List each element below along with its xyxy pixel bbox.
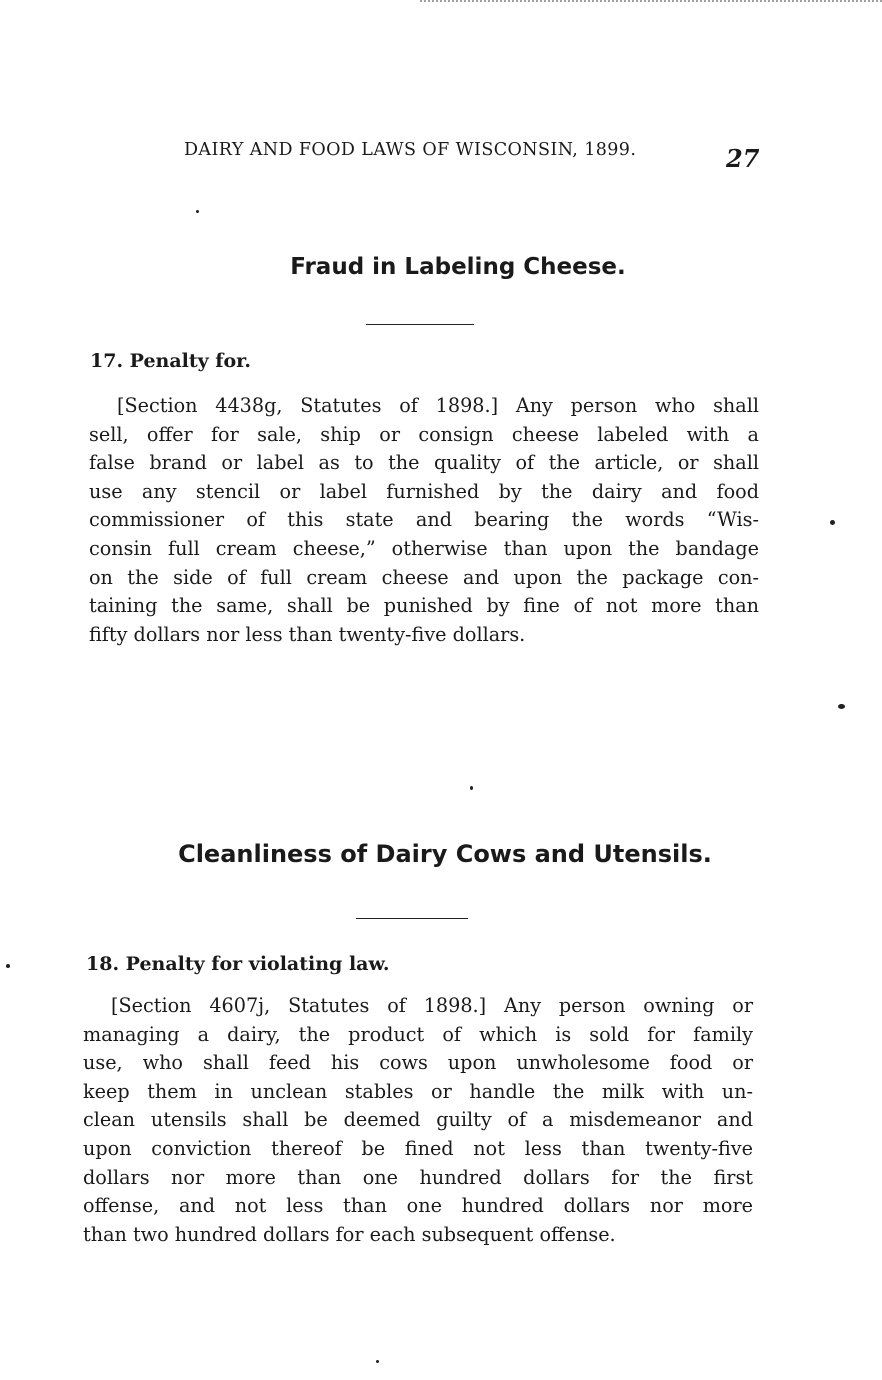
scan-speck	[6, 964, 10, 968]
paragraph-line: taining the same, shall be punished by fine of not more than	[89, 594, 759, 618]
section-heading-penalty-violating: 18. Penalty for violating law.	[86, 953, 390, 975]
section-divider	[356, 918, 468, 919]
section-body-paragraph	[89, 392, 759, 649]
paragraph-line: use any stencil or label furnished by the dairy and food	[89, 479, 759, 503]
section-title-fraud-labeling: Fraud in Labeling Cheese.	[290, 254, 626, 280]
paragraph-line: use, who shall feed his cows upon unwholesome food or	[83, 1051, 753, 1075]
page-number: 27	[726, 144, 760, 173]
section-body-paragraph	[83, 992, 753, 1249]
paragraph-line: clean utensils shall be deemed guilty of a misdemeanor and	[83, 1108, 753, 1132]
paragraph-line: [Section 4607j, Statutes of 1898.] Any person owning or	[111, 994, 753, 1017]
paragraph-line: managing a dairy, the product of which is sold for family	[83, 1022, 753, 1046]
scan-speck	[830, 520, 835, 525]
paragraph-line: [Section 4438g, Statutes of 1898.] Any person who shall	[117, 394, 759, 417]
paragraph-line: offense, and not less than one hundred dollars nor more	[83, 1194, 753, 1218]
paragraph-line: fifty dollars nor less than twenty-five dollars.	[89, 622, 526, 646]
paragraph-line: commissioner of this state and bearing the words “Wis-	[89, 508, 759, 532]
section-heading-penalty: 17. Penalty for.	[90, 350, 252, 372]
section-divider	[366, 324, 474, 325]
scan-speck	[376, 1360, 379, 1363]
scan-speck	[838, 704, 845, 709]
paragraph-line: dollars nor more than one hundred dollars for the first	[83, 1165, 753, 1189]
paragraph-line: false brand or label as to the quality of the article, or shall	[89, 451, 759, 475]
paragraph-line: consin full cream cheese,” otherwise than upon the bandage	[89, 536, 759, 560]
paragraph-line: sell, offer for sale, ship or consign cheese labeled with a	[89, 422, 759, 446]
paragraph-line: upon conviction thereof be fined not less than twenty-five	[83, 1136, 753, 1160]
running-head: DAIRY AND FOOD LAWS OF WISCONSIN, 1899.	[184, 140, 637, 160]
page-edge-speckle	[420, 0, 882, 8]
paragraph-line: keep them in unclean stables or handle the milk with un-	[83, 1079, 753, 1103]
paragraph-line: than two hundred dollars for each subsequent offense.	[83, 1222, 616, 1246]
scan-speck	[196, 210, 199, 213]
paragraph-line: on the side of full cream cheese and upon the package con-	[89, 565, 759, 589]
section-title-cleanliness: Cleanliness of Dairy Cows and Utensils.	[178, 840, 712, 868]
scan-speck	[470, 786, 473, 790]
